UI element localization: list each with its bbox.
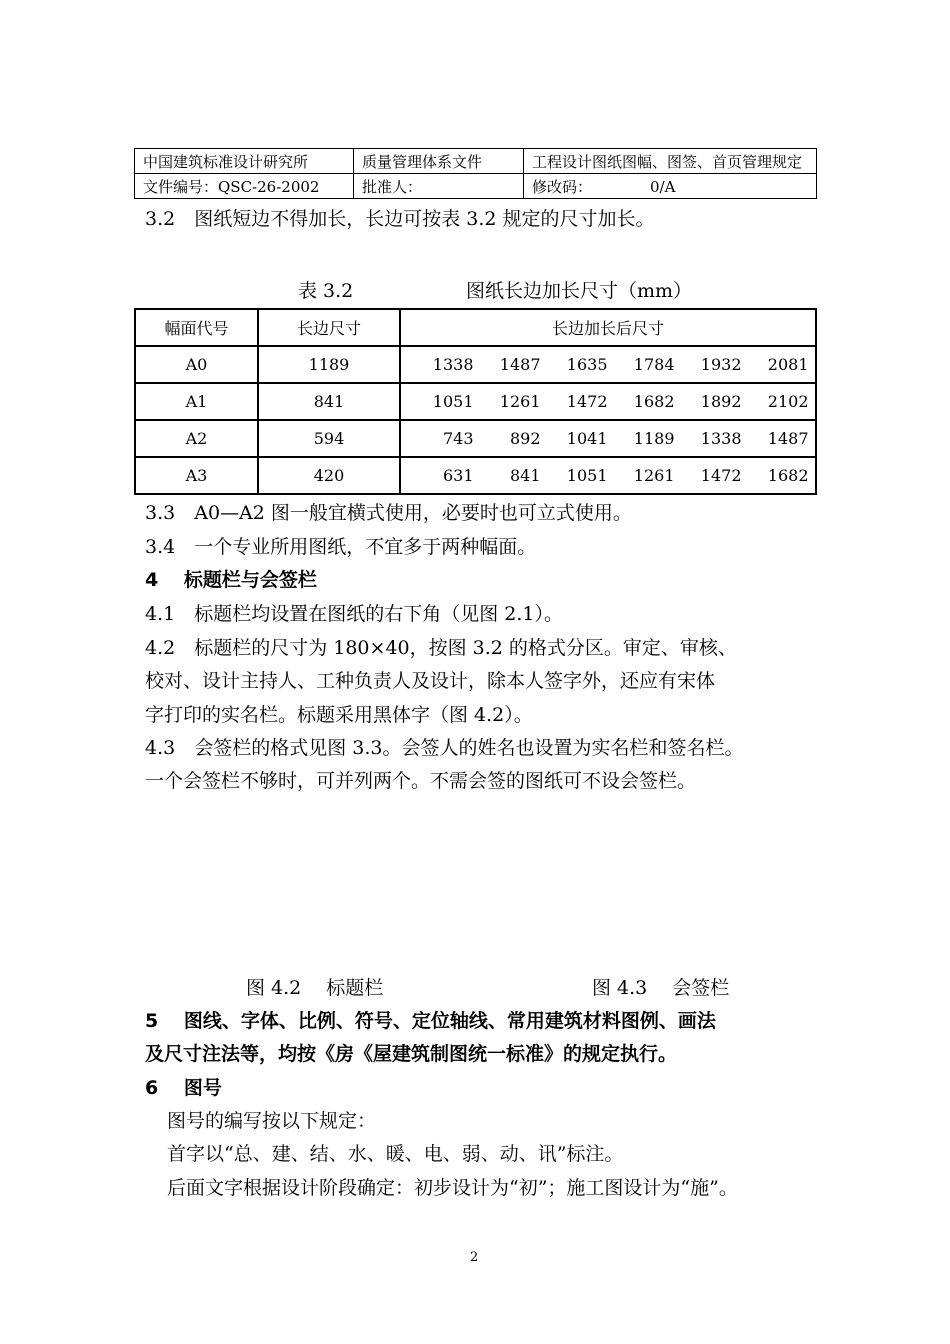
size-table	[134, 308, 817, 495]
page-number: 2	[470, 1250, 479, 1265]
section-6-line-2: 首字以“总、建、结、水、暖、电、弱、动、讯”标注。	[167, 1143, 624, 1165]
ext-value: 1487	[767, 429, 809, 448]
paragraph-4-2-line-1: 4.2 标题栏的尺寸为 180×40，按图 3.2 的格式分区。审定、审核、	[145, 637, 737, 659]
paragraph-4-3-line-1: 4.3 会签栏的格式见图 3.3。会签人的姓名也设置为实名栏和签名栏。	[145, 737, 744, 759]
ext-value: 1932	[700, 355, 742, 374]
paragraph-3-3: 3.3 A0—A2 图一般宜横式使用，必要时也可立式使用。	[145, 502, 632, 524]
section-5-line-1: 5 图线、字体、比例、符号、定位轴线、常用建筑材料图例、画法	[145, 1010, 716, 1032]
paragraph-4-3-line-2: 一个会签栏不够时，可并列两个。不需会签的图纸可不设会签栏。	[145, 770, 697, 792]
ext-value: 892	[509, 429, 541, 448]
section-3-2: 3.2 图纸短边不得加长，长边可按表 3.2 规定的尺寸加长。	[145, 208, 655, 230]
cell-ext	[400, 420, 816, 457]
cell-long: 841	[258, 383, 400, 420]
ext-value: 1189	[633, 429, 675, 448]
cell-long: 594	[258, 420, 400, 457]
cell-code: A2	[135, 420, 258, 457]
ext-value: 743	[442, 429, 474, 448]
cell-ext	[400, 346, 816, 383]
cell-code: A0	[135, 346, 258, 383]
paragraph-4-2-line-2: 校对、设计主持人、工种负责人及设计，除本人签字外，还应有宋体	[145, 670, 716, 692]
figure-caption-4-2: 图 4.2 标题栏	[246, 977, 384, 999]
header-doc-type: 质量管理体系文件	[354, 149, 524, 174]
table-row	[135, 420, 816, 457]
ext-value: 1892	[700, 392, 742, 411]
heading-section-6: 6 图号	[145, 1077, 222, 1099]
ext-value: 1487	[499, 355, 541, 374]
cell-long: 1189	[258, 346, 400, 383]
ext-value: 1682	[633, 392, 675, 411]
header-revision-value: 0/A	[650, 177, 676, 196]
header-file-number: 文件编号：QSC-26-2002	[135, 174, 354, 199]
table-row	[135, 457, 816, 494]
header-revision-label: 修改码：	[532, 177, 593, 196]
ext-value: 1472	[700, 466, 742, 485]
ext-value: 1051	[566, 466, 608, 485]
ext-value: 1261	[633, 466, 675, 485]
heading-section-4: 4 标题栏与会签栏	[145, 569, 317, 591]
ext-value: 1784	[633, 355, 675, 374]
ext-value: 1682	[767, 466, 809, 485]
ext-value: 1472	[566, 392, 608, 411]
header-approver: 批准人：	[354, 174, 524, 199]
ext-value: 1338	[432, 355, 474, 374]
ext-value: 1051	[432, 392, 474, 411]
table-caption-number: 表 3.2	[298, 280, 354, 302]
paragraph-3-4: 3.4 一个专业所用图纸，不宜多于两种幅面。	[145, 536, 537, 558]
figure-caption-4-3: 图 4.3 会签栏	[592, 977, 730, 999]
ext-value: 2102	[767, 392, 809, 411]
section-6-line-3: 后面文字根据设计阶段确定：初步设计为“初”；施工图设计为“施”。	[167, 1177, 738, 1199]
document-header-table	[134, 148, 817, 199]
header-revision	[524, 174, 817, 199]
paragraph-4-1: 4.1 标题栏均设置在图纸的右下角（见图 2.1）。	[145, 603, 563, 625]
ext-value: 1041	[566, 429, 608, 448]
cell-code: A1	[135, 383, 258, 420]
cell-ext	[400, 383, 816, 420]
ext-value: 2081	[767, 355, 809, 374]
cell-ext	[400, 457, 816, 494]
size-table-header	[135, 309, 816, 346]
table-row	[135, 383, 816, 420]
ext-value: 1338	[700, 429, 742, 448]
header-doc-title: 工程设计图纸图幅、图签、首页管理规定	[524, 149, 817, 174]
header-cell-long: 长边尺寸	[258, 309, 400, 346]
ext-value: 1635	[566, 355, 608, 374]
ext-value: 1261	[499, 392, 541, 411]
section-6-line-1: 图号的编写按以下规定：	[167, 1110, 377, 1132]
paragraph-4-2-line-3: 字打印的实名栏。标题采用黑体字（图 4.2）。	[145, 704, 533, 726]
cell-long: 420	[258, 457, 400, 494]
table-caption-title: 图纸长边加长尺寸（mm）	[466, 280, 693, 302]
header-org: 中国建筑标准设计研究所	[135, 149, 354, 174]
header-cell-ext: 长边加长后尺寸	[400, 309, 816, 346]
section-5-line-2: 及尺寸注法等，均按《房《屋建筑制图统一标准》的规定执行。	[145, 1043, 678, 1065]
table-row	[135, 346, 816, 383]
ext-value: 841	[509, 466, 541, 485]
header-cell-code: 幅面代号	[135, 309, 258, 346]
ext-value: 631	[442, 466, 474, 485]
cell-code: A3	[135, 457, 258, 494]
